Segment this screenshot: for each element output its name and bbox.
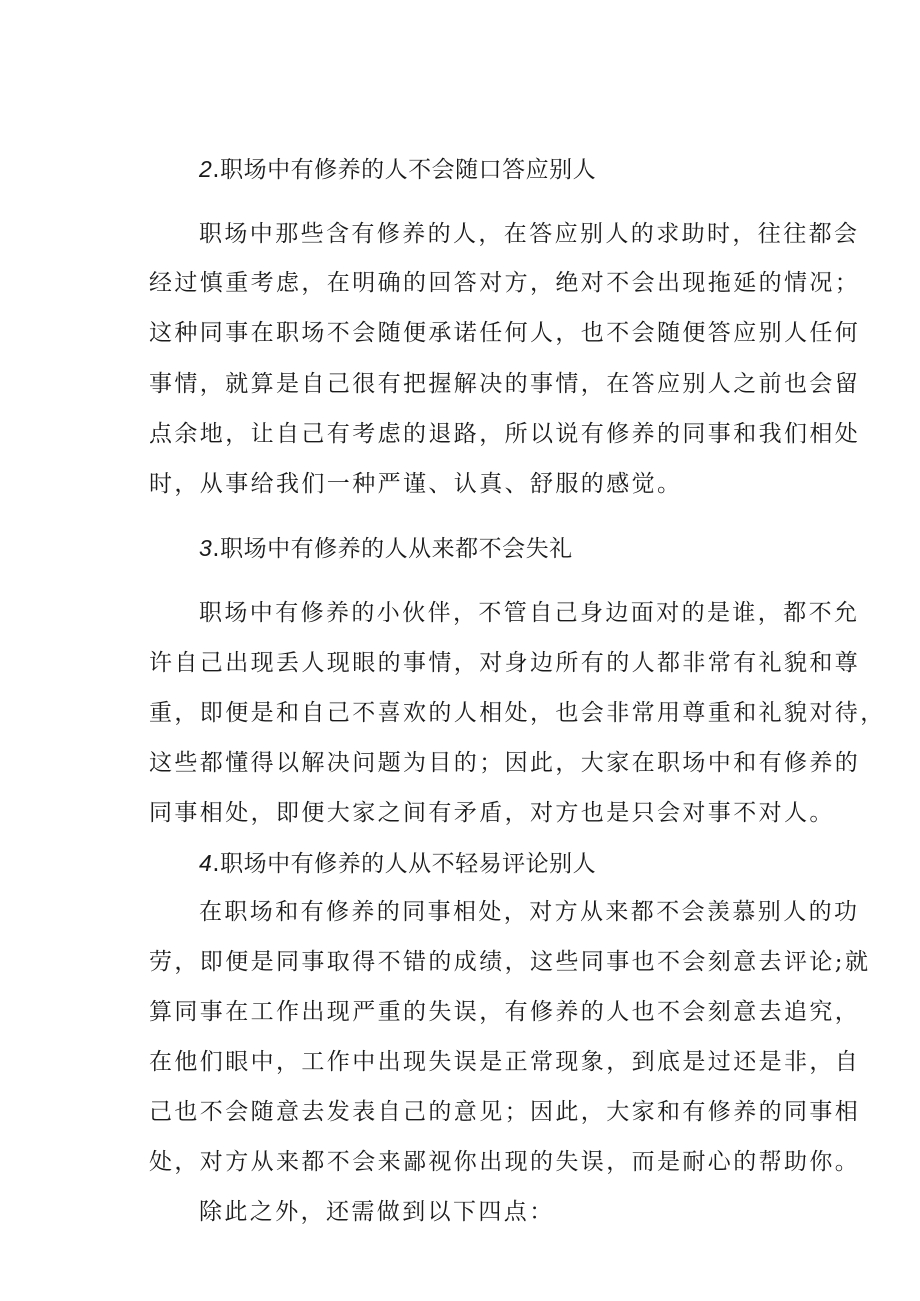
section-4-line-5: 己也不会随意去发表自己的意见；因此，大家和有修养的同事相 [149, 1099, 861, 1125]
section-3-line-1: 职场中有修养的小伙伴，不管自己身边面对的是谁，都不允 [199, 600, 860, 626]
section-2-heading [199, 154, 596, 185]
section-2-line-6: 时，从事给我们一种严谨、认真、舒服的感觉。 [149, 471, 683, 497]
section-4-line-2: 劳，即便是同事取得不错的成绩，这些同事也不会刻意去评论;就 [149, 949, 871, 975]
section-3-line-3: 重，即便是和自己不喜欢的人相处，也会非常用尊重和礼貌对待， [149, 700, 886, 726]
section-2-line-3: 这种同事在职场不会随便承诺任何人，也不会随便答应别人任何 [149, 320, 861, 346]
section-3-number: 3 [199, 535, 213, 561]
section-3-heading [199, 533, 573, 564]
section-2-number: 2 [199, 156, 213, 182]
section-4-line-6: 处，对方从来都不会来鄙视你出现的失误，而是耐心的帮助你。 [149, 1149, 861, 1175]
section-2-line-1: 职场中那些含有修养的人，在答应别人的求助时，往往都会 [199, 221, 860, 247]
section-2-line-2: 经过慎重考虑，在明确的回答对方，绝对不会出现拖延的情况； [149, 270, 861, 296]
section-2-line-4: 事情，就算是自己很有把握解决的事情，在答应别人之前也会留 [149, 371, 861, 397]
closing-line: 除此之外，还需做到以下四点： [199, 1199, 555, 1225]
section-2-line-5: 点余地，让自己有考虑的退路，所以说有修养的同事和我们相处 [149, 421, 861, 447]
section-3-line-4: 这些都懂得以解决问题为目的；因此，大家在职场中和有修养的 [149, 750, 861, 776]
section-3-line-2: 许自己出现丢人现眼的事情，对身边所有的人都非常有礼貌和尊 [149, 650, 861, 676]
section-4-number: 4 [199, 850, 213, 876]
section-3-line-5: 同事相处，即便大家之间有矛盾，对方也是只会对事不对人。 [149, 800, 835, 826]
section-4-line-4: 在他们眼中，工作中出现失误是正常现象，到底是过还是非，自 [149, 1049, 861, 1075]
section-4-title: .职场中有修养的人从不轻易评论别人 [212, 851, 597, 877]
section-4-line-3: 算同事在工作出现严重的失误，有修养的人也不会刻意去追究， [149, 999, 861, 1025]
section-3-title: .职场中有修养的人从来都不会失礼 [212, 536, 573, 562]
section-2-title: .职场中有修养的人不会随口答应别人 [212, 157, 597, 183]
section-4-line-1: 在职场和有修养的同事相处，对方从来都不会羡慕别人的功 [199, 899, 860, 925]
section-4-heading [199, 848, 596, 879]
